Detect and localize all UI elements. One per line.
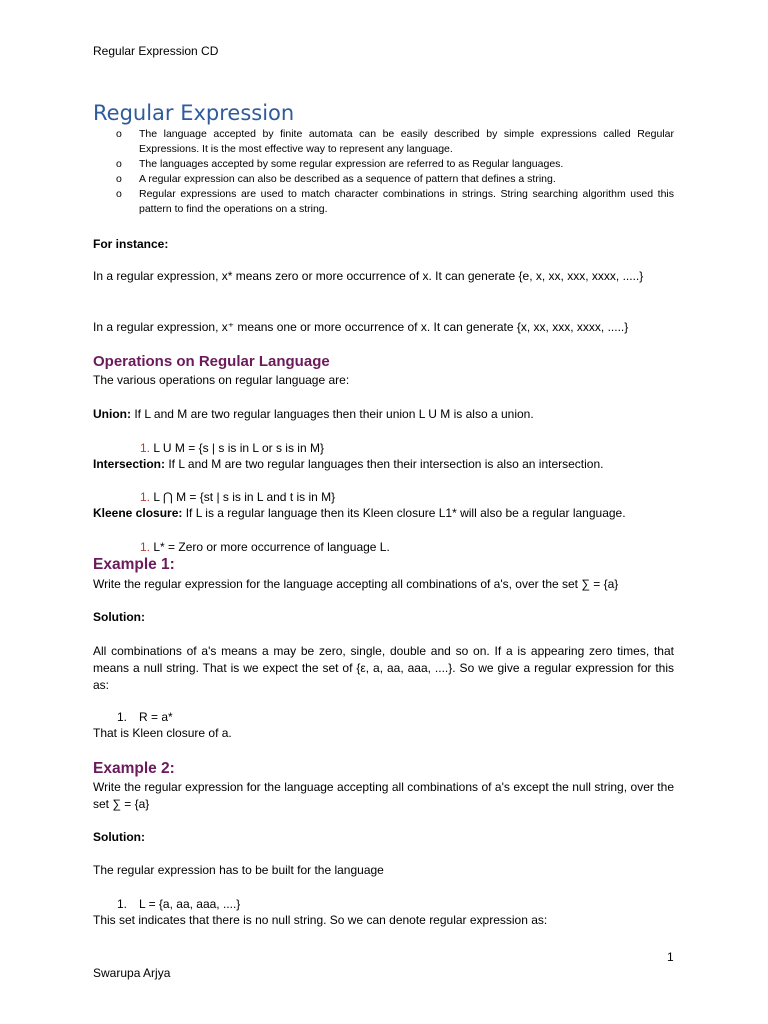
bullet-marker: o — [116, 188, 122, 200]
kleene-formula-text: L* = Zero or more occurrence of language L. — [150, 540, 390, 554]
kleene-label: Kleene closure: — [93, 506, 183, 520]
example2-formula-text: L = {a, aa, aaa, ....} — [139, 897, 241, 911]
bullet-text: Regular expressions are used to match character combinations in strings. String searching algorithm used this pattern to find the operations on a string. — [139, 188, 674, 215]
page-number: 1 — [667, 950, 674, 964]
kleene-formula — [140, 539, 390, 556]
bullet-text: The language accepted by finite automata can be easily described by simple expressions called Regular Expressions. It is the most effective way to represent any language. — [139, 128, 674, 155]
document-page — [93, 0, 674, 1024]
list-item — [93, 172, 674, 187]
list-item — [93, 187, 674, 217]
bullet-marker: o — [116, 128, 122, 140]
example1-explanation: All combinations of a's means a may be zero, single, double and so on. If a is appearing zero times, that means a null string. That is we expect the set of {ε, a, aa, aaa, ....}. So we give a regular expression for this as: — [93, 644, 674, 692]
page-title: Regular Expression — [93, 101, 295, 125]
page-footer: Swarupa Arjya — [93, 966, 171, 980]
union-formula — [140, 440, 324, 457]
union-text: If L and M are two regular languages then their union L U M is also a union. — [131, 407, 534, 421]
page-header: Regular Expression CD — [93, 44, 219, 58]
example2-question: Write the regular expression for the language accepting all combinations of a's except the null string, over the set ∑ = {a} — [93, 780, 674, 811]
list-item — [93, 127, 674, 157]
operations-heading: Operations on Regular Language — [93, 353, 330, 370]
example2-formula — [117, 896, 240, 913]
for-instance-label: For instance: — [93, 237, 169, 251]
paragraph-kleene-plus: In a regular expression, x⁺ means one or more occurrence of x. It can generate {x, xx, xxx, xxxx, .....} — [93, 320, 629, 334]
intersection-formula-text: L ⋂ M = {st | s is in L and t is in M} — [150, 490, 336, 504]
list-number: 1. — [140, 540, 151, 554]
union-paragraph — [93, 406, 674, 423]
union-label: Union: — [93, 407, 131, 421]
kleene-paragraph — [93, 505, 674, 522]
example1-formula — [117, 709, 173, 726]
list-number: 1. — [117, 897, 128, 911]
bullet-text: A regular expression can also be described as a sequence of pattern that defines a string. — [139, 173, 556, 185]
list-item — [93, 157, 674, 172]
example1-formula-text: R = a* — [139, 710, 173, 724]
example2-explanation: The regular expression has to be built for the language — [93, 863, 384, 877]
bullet-marker: o — [116, 158, 122, 170]
list-number: 1. — [140, 490, 151, 504]
bullet-list — [93, 127, 674, 217]
list-number: 1. — [140, 441, 151, 455]
paragraph-kleene-star: In a regular expression, x* means zero or more occurrence of x. It can generate {e, x, xx, xxx, xxxx, .....} — [93, 269, 644, 283]
kleene-text: If L is a regular language then its Kleen closure L1* will also be a regular language. — [182, 506, 626, 520]
example1-heading: Example 1: — [93, 556, 175, 573]
bullet-marker: o — [116, 173, 122, 185]
intersection-paragraph — [93, 456, 674, 473]
intersection-label: Intersection: — [93, 457, 166, 471]
union-formula-text: L U M = {s | s is in L or s is in M} — [150, 441, 324, 455]
list-number: 1. — [117, 710, 128, 724]
intersection-text: If L and M are two regular languages then their intersection is also an intersection. — [165, 457, 604, 471]
operations-intro: The various operations on regular language are: — [93, 373, 350, 387]
example2-heading: Example 2: — [93, 760, 175, 777]
example1-question: Write the regular expression for the language accepting all combinations of a's, over the set ∑ = {a} — [93, 577, 619, 591]
example1-after: That is Kleen closure of a. — [93, 726, 232, 740]
example2-solution-label: Solution: — [93, 830, 145, 844]
intersection-formula — [140, 489, 335, 506]
bullet-text: The languages accepted by some regular expression are referred to as Regular languages. — [139, 158, 564, 170]
example1-solution-label: Solution: — [93, 610, 145, 624]
example2-after: This set indicates that there is no null string. So we can denote regular expression as: — [93, 913, 548, 927]
